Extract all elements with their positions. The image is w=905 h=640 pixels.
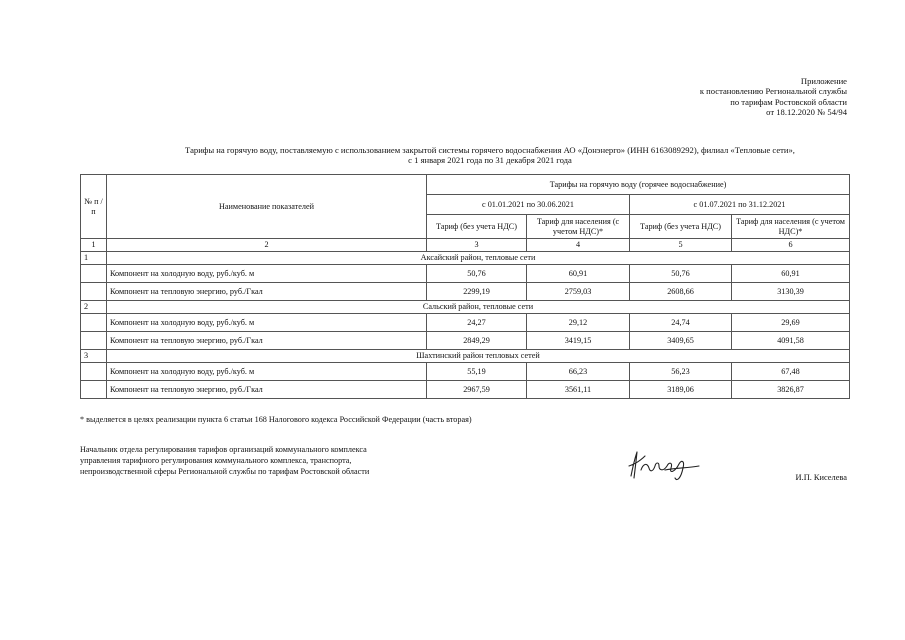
table-row [81, 381, 850, 399]
header-sub-vat-1: Тариф для населения (с учетом НДС)* [527, 215, 630, 239]
section-name: Аксайский район, тепловые сети [107, 252, 850, 265]
row-value: 50,76 [630, 265, 732, 283]
table-row [81, 265, 850, 283]
row-num [81, 265, 107, 283]
row-value: 60,91 [527, 265, 630, 283]
row-value: 24,27 [427, 314, 527, 332]
row-value: 60,91 [732, 265, 850, 283]
row-num [81, 314, 107, 332]
title-line-1: Тарифы на горячую воду, поставляемую с использованием закрытой системы горячего водоснабжения АО «Донэнерго» (ИНН 6163089292), филиал «Тепловые сети», [185, 145, 795, 155]
header-sub-vat-2: Тариф для населения (с учетом НДС)* [732, 215, 850, 239]
row-num [81, 363, 107, 381]
row-value: 66,23 [527, 363, 630, 381]
row-value: 3826,87 [732, 381, 850, 399]
col-number: 2 [107, 239, 427, 252]
section-row [81, 350, 850, 363]
row-label: Компонент на холодную воду, руб./куб. м [107, 363, 427, 381]
handwritten-signature [625, 448, 705, 484]
row-value: 4091,58 [732, 332, 850, 350]
header-name: Наименование показателей [107, 175, 427, 239]
row-value: 29,69 [732, 314, 850, 332]
appendix-line-1: Приложение [800, 76, 847, 86]
row-value: 2299,19 [427, 283, 527, 301]
section-num: 1 [81, 252, 107, 265]
row-value: 24,74 [630, 314, 732, 332]
row-value: 2967,59 [427, 381, 527, 399]
col-number: 6 [732, 239, 850, 252]
col-number: 5 [630, 239, 732, 252]
header-sub-no-vat-2: Тариф (без учета НДС) [630, 215, 732, 239]
col-number: 1 [81, 239, 107, 252]
row-value: 3561,11 [527, 381, 630, 399]
signer-line-1: Начальник отдела регулирования тарифов организаций коммунального комплекса [80, 445, 367, 454]
row-num [81, 381, 107, 399]
row-value: 56,23 [630, 363, 732, 381]
signer-position [80, 444, 369, 477]
appendix-line-4: от 18.12.2020 № 54/94 [766, 107, 847, 118]
section-name: Сальский район, тепловые сети [107, 301, 850, 314]
header-sub-no-vat-1: Тариф (без учета НДС) [427, 215, 527, 239]
section-num: 2 [81, 301, 107, 314]
section-num: 3 [81, 350, 107, 363]
document-title [150, 145, 830, 166]
row-value: 3130,39 [732, 283, 850, 301]
row-label: Компонент на холодную воду, руб./куб. м [107, 314, 427, 332]
section-row [81, 252, 850, 265]
row-value: 67,48 [732, 363, 850, 381]
header-num: № п /п [81, 175, 107, 239]
row-label: Компонент на тепловую энергию, руб./Гкал [107, 381, 427, 399]
row-value: 3189,06 [630, 381, 732, 399]
tariff-table [80, 174, 850, 399]
table-row [81, 283, 850, 301]
signer-name: И.П. Киселева [795, 473, 847, 482]
section-name: Шахтинский район тепловых сетей [107, 350, 850, 363]
appendix-line-3: по тарифам Ростовской области [730, 96, 847, 107]
table-row [81, 332, 850, 350]
row-value: 55,19 [427, 363, 527, 381]
table-row [81, 314, 850, 332]
row-value: 3419,15 [527, 332, 630, 350]
row-value: 2849,29 [427, 332, 527, 350]
section-row [81, 301, 850, 314]
row-num [81, 332, 107, 350]
table-row [81, 363, 850, 381]
signer-line-2: управления тарифного регулирования коммунального комплекса, транспорта, [80, 456, 352, 465]
header-group: Тарифы на горячую воду (горячее водоснабжение) [427, 175, 850, 195]
row-value: 3409,65 [630, 332, 732, 350]
row-label: Компонент на холодную воду, руб./куб. м [107, 265, 427, 283]
header-period-2: с 01.07.2021 по 31.12.2021 [630, 195, 850, 215]
row-label: Компонент на тепловую энергию, руб./Гкал [107, 283, 427, 301]
title-line-2: с 1 января 2021 года по 31 декабря 2021 года [408, 155, 572, 166]
row-value: 2759,03 [527, 283, 630, 301]
header-period-1: с 01.01.2021 по 30.06.2021 [427, 195, 630, 215]
footnote: * выделяется в целях реализации пункта 6 статьи 168 Налогового кодекса Российской Федерации (часть вторая) [80, 415, 472, 424]
row-value: 29,12 [527, 314, 630, 332]
col-number: 3 [427, 239, 527, 252]
row-num [81, 283, 107, 301]
row-value: 2608,66 [630, 283, 732, 301]
col-number: 4 [527, 239, 630, 252]
appendix-block [700, 76, 847, 118]
appendix-line-2: к постановлению Региональной службы [699, 86, 847, 97]
row-label: Компонент на тепловую энергию, руб./Гкал [107, 332, 427, 350]
signer-line-3: непроизводственной сферы Региональной службы по тарифам Ростовской области [80, 467, 370, 476]
row-value: 50,76 [427, 265, 527, 283]
